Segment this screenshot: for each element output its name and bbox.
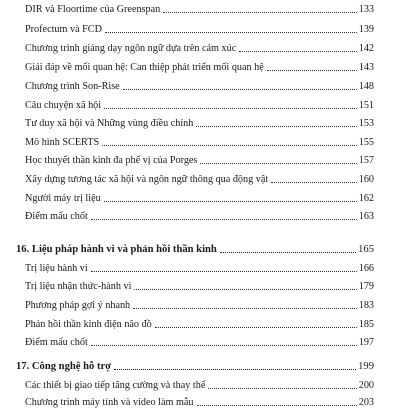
- toc-entry: [25, 1, 374, 16]
- toc-entry-title: Trị liệu nhận thức-hành vi: [25, 281, 132, 292]
- toc-entry-page: 153: [358, 118, 374, 129]
- toc-chapter-entry: [16, 241, 374, 256]
- toc-entry: [25, 97, 374, 112]
- toc-chapter-title: 17. Công nghệ hỗ trợ: [16, 361, 112, 372]
- dot-leader: [196, 126, 356, 127]
- toc-entry-page: 163: [358, 211, 374, 222]
- dot-leader: [220, 252, 356, 253]
- toc-entry-page: 166: [358, 263, 374, 274]
- toc-entry-title: Người máy trị liệu: [25, 193, 101, 204]
- toc-entry: [25, 134, 374, 149]
- toc-entry-page: 162: [358, 193, 374, 204]
- toc-entry-title: Mô hình SCERTS: [25, 137, 100, 148]
- dot-leader: [114, 369, 356, 370]
- dot-leader: [105, 32, 357, 33]
- dot-leader: [163, 12, 356, 13]
- toc-entry: [25, 152, 374, 167]
- toc-entry: [25, 334, 374, 349]
- toc-entry-title: Các thiết bị giao tiếp tăng cường và thay thế: [25, 380, 206, 391]
- dot-leader: [271, 182, 357, 183]
- toc-entry-title: Tư duy xã hội và Những vùng điều chỉnh: [25, 118, 194, 129]
- toc-entry-page: 160: [358, 174, 374, 185]
- dot-leader: [104, 201, 357, 202]
- toc-entry-page: 165: [358, 244, 374, 255]
- toc-entry: [25, 278, 374, 293]
- toc-entry-page: 200: [358, 380, 374, 391]
- dot-leader: [91, 271, 357, 272]
- toc-chapter-entry: [16, 358, 374, 373]
- toc-entry-page: 143: [358, 62, 374, 73]
- toc-entry-page: 197: [358, 337, 374, 348]
- toc-entry: [25, 260, 374, 275]
- toc-entry-page: 142: [358, 43, 374, 54]
- toc-entry: [25, 40, 374, 55]
- toc-entry-title: Trị liệu hành vi: [25, 263, 88, 274]
- toc-entry-page: 203: [358, 397, 374, 408]
- toc-entry: [25, 171, 374, 186]
- toc-entry-title: Chương trình Son-Rise: [25, 81, 120, 92]
- toc-entry-title: Phản hồi thần kinh điện não đồ: [25, 319, 152, 330]
- toc-entry: [25, 208, 374, 223]
- toc-entry-page: 185: [358, 319, 374, 330]
- toc-entry-title: Học thuyết thần kinh đa phế vị của Porges: [25, 155, 198, 166]
- dot-leader: [208, 388, 356, 389]
- toc-entry-title: Phương pháp gợi ý nhanh: [25, 300, 131, 311]
- toc-entry: [25, 21, 374, 36]
- dot-leader: [91, 219, 357, 220]
- toc-entry-page: 179: [358, 281, 374, 292]
- toc-entry-title: Chương trình giảng dạy ngôn ngữ dựa trên cảm xúc: [25, 43, 237, 54]
- toc-entry: [25, 316, 374, 331]
- dot-leader: [155, 327, 357, 328]
- toc-entry-page: 133: [358, 4, 374, 15]
- toc-entry-title: Profectum và FCD: [25, 24, 102, 35]
- toc-entry-title: Giải đáp về mối quan hệ: Can thiệp phát triển mối quan hệ: [25, 62, 264, 73]
- dot-leader: [133, 308, 357, 309]
- toc-entry-title: Câu chuyện xã hội: [25, 100, 102, 111]
- dot-leader: [239, 51, 356, 52]
- dot-leader: [134, 289, 356, 290]
- toc-entry-title: Chương trình máy tính và video làm mẫu: [25, 397, 194, 408]
- toc-entry-page: 199: [358, 361, 374, 372]
- dot-leader: [104, 108, 357, 109]
- toc-entry-page: 183: [358, 300, 374, 311]
- toc-entry: [25, 394, 374, 409]
- dot-leader: [102, 145, 357, 146]
- toc-entry: [25, 297, 374, 312]
- dot-leader: [91, 345, 357, 346]
- toc-entry: [25, 377, 374, 392]
- toc-entry-page: 148: [358, 81, 374, 92]
- toc-entry: [25, 190, 374, 205]
- toc-chapter-title: 16. Liệu pháp hành vi và phản hồi thần kinh: [16, 244, 217, 255]
- toc-entry-page: 155: [358, 137, 374, 148]
- toc-entry-title: DIR và Floortime của Greenspan: [25, 4, 161, 15]
- toc-entry: [25, 115, 374, 130]
- dot-leader: [123, 89, 357, 90]
- toc-entry-title: Xây dựng tương tác xã hội và ngôn ngữ thông qua động vật: [25, 174, 269, 185]
- dot-leader: [197, 405, 357, 406]
- toc-entry-page: 139: [358, 24, 374, 35]
- toc-entry: [25, 78, 374, 93]
- toc-entry-title: Điểm mấu chốt: [25, 211, 88, 222]
- toc-entry: [25, 59, 374, 74]
- dot-leader: [267, 70, 357, 71]
- dot-leader: [200, 163, 356, 164]
- toc-entry-page: 157: [358, 155, 374, 166]
- toc-entry-page: 151: [358, 100, 374, 111]
- toc-entry-title: Điểm mấu chốt: [25, 337, 88, 348]
